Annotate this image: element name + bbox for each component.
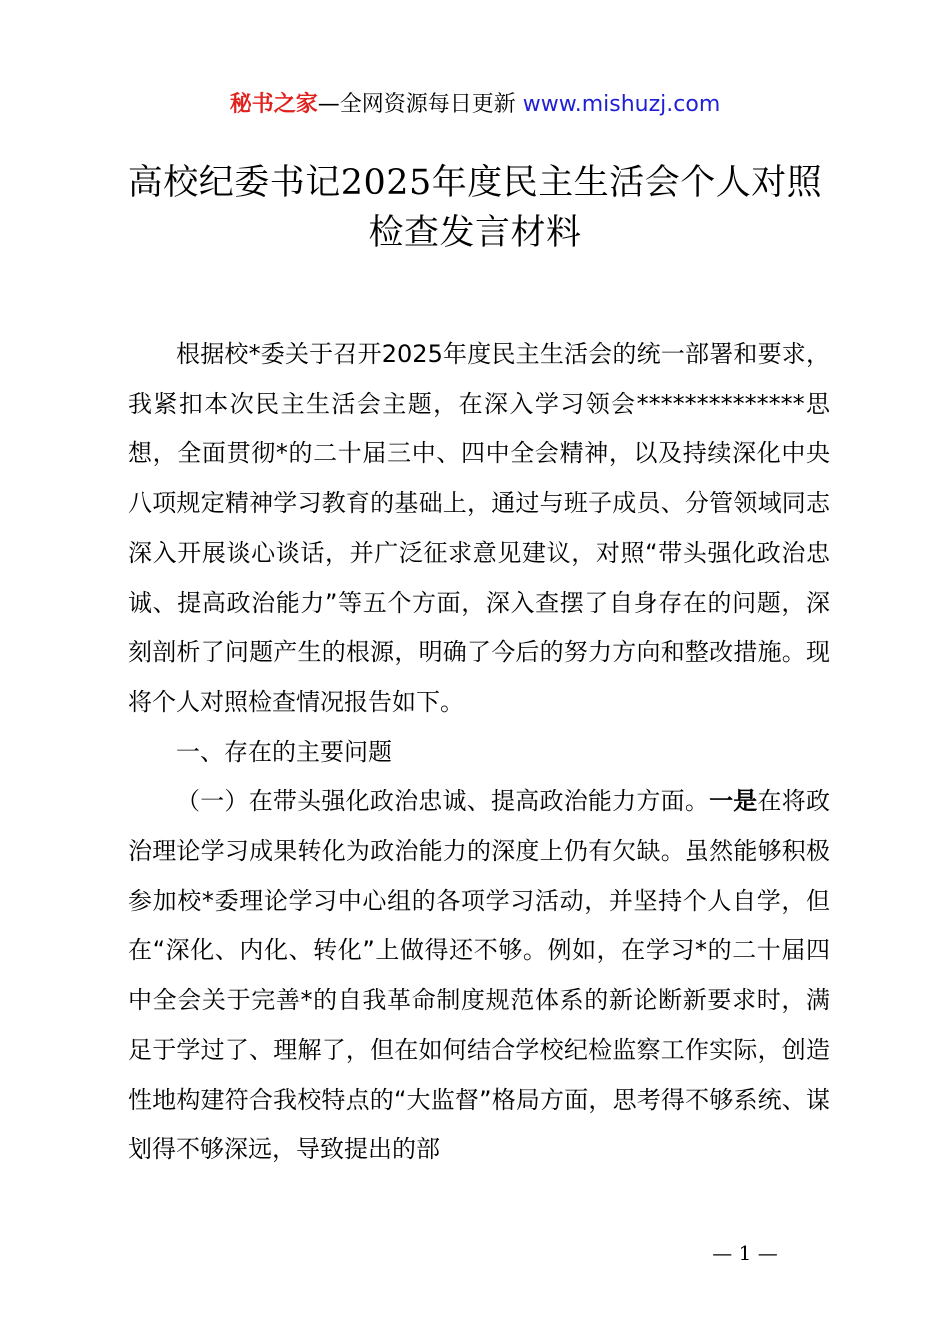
site-url-link[interactable]: www.mishuzj.com: [522, 92, 721, 117]
section-heading: 一、存在的主要问题: [176, 737, 392, 766]
subsection-text: 在将政治理论学习成果转化为政治能力的深度上仍有欠缺。虽然能够积极参加校*委理论学习中心组的各项学习活动，并坚持个人自学，但在“深化、内化、转化”上做得还不够。例如，在学习*的二十届四中全会关于完善*的自我革命制度规范体系的新论断新要求时，满足于学过了、理解了，但在如何结合学校纪检监察工作实际，创造性地构建符合我校特点的“大监督”格局方面，思考得不够系统、谋划得不够深远，导致提出的部: [128, 787, 831, 1164]
document-title-line-2: 检查发言材料: [368, 213, 582, 253]
site-header: [0, 88, 950, 122]
subsection-paragraph: [128, 777, 830, 1175]
subsection-lead: 一是: [709, 787, 758, 816]
document-title-line-1: 高校纪委书记2025年度民主生活会个人对照: [127, 163, 823, 203]
subsection-heading: （一）在带头强化政治忠诚、提高政治能力方面。: [176, 787, 710, 816]
document-body: [128, 330, 830, 1175]
page-number: — 1 —: [712, 1241, 778, 1265]
document-title: [110, 158, 840, 258]
site-tagline: —全网资源每日更新: [317, 92, 523, 117]
site-name: 秘书之家: [229, 92, 318, 117]
intro-paragraph: 根据校*委关于召开2025年度民主生活会的统一部署和要求，我紧扣本次民主生活会主题，在深入学习领会**************思想，全面贯彻*的二十届三中、四中全会精神，以及持续深化中央八项规定精神学习教育的基础上，通过与班子成员、分管领域同志深入开展谈心谈话，并广泛征求意见建议，对照“带头强化政治忠诚、提高政治能力”等五个方面，深入查摆了自身存在的问题，深刻剖析了问题产生的根源，明确了今后的努力方向和整改措施。现将个人对照检查情况报告如下。: [128, 340, 830, 716]
